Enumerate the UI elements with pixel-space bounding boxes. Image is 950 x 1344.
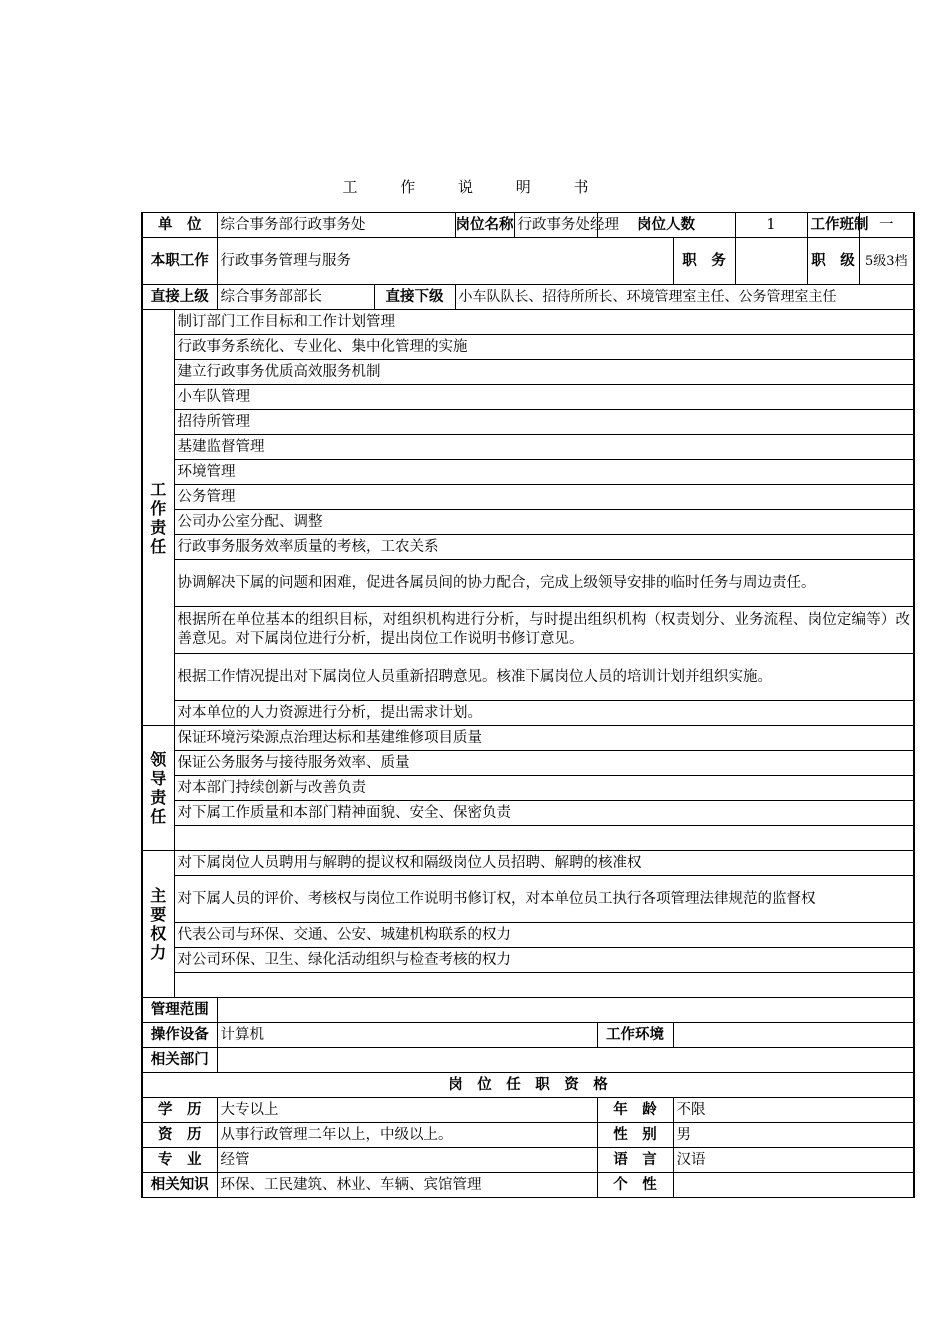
equipment-value: 计算机 [217,1023,597,1048]
work-duty-item: 根据所在单位基本的组织目标，对组织机构进行分析，与时提出组织机构（权责划分、业务流程、岗位定编等）改善意见。对下属岗位进行分析，提出岗位工作说明书修订意见。 [174,607,914,654]
related-dept-label: 相关部门 [142,1048,217,1073]
post-name-label: 岗位名称 [456,213,515,237]
main-powers-label [142,851,174,998]
leadership-duty-item: 对下属工作质量和本部门精神面貌、安全、保密负责 [174,801,914,826]
work-duty-item: 基建监督管理 [174,435,914,460]
work-duty-item: 建立行政事务优质高效服务机制 [174,360,914,385]
major-label: 专 业 [142,1148,217,1173]
age-value: 不限 [673,1098,914,1123]
superior-label: 直接上级 [142,285,217,310]
age-label: 年 龄 [597,1098,673,1123]
unit-value: 综合事务部行政事务处 [217,213,455,238]
experience-value: 从事行政管理二年以上，中级以上。 [217,1123,597,1148]
leadership-duties-label-char: 领 [150,750,167,769]
leadership-duties-label-char: 导 [150,769,167,788]
language-value: 汉语 [673,1148,914,1173]
personality-label: 个 性 [597,1173,673,1198]
work-duty-item: 公务管理 [174,485,914,510]
leadership-duty-item [174,826,914,851]
main-power-item: 对下属岗位人员聘用与解聘的提议权和隔级岗位人员招聘、解聘的核准权 [174,851,914,876]
main-powers-label-char: 力 [150,943,167,962]
main-powers-label-char: 主 [150,886,167,905]
headcount-label: 岗位人数 [597,213,735,238]
work-duty-item: 对本单位的人力资源进行分析，提出需求计划。 [174,701,914,726]
work-duties-section [142,310,914,726]
subordinate-value: 小车队队长、招待所所长、环境管理室主任、公务管理室主任 [455,285,914,310]
work-duty-item: 行政事务系统化、专业化、集中化管理的实施 [174,335,914,360]
environment-label: 工作环境 [597,1023,673,1048]
language-label: 语 言 [597,1148,673,1173]
work-duties-label-char: 工 [150,479,167,499]
work-duty-item: 行政事务服务效率质量的考核，工农关系 [174,535,914,560]
duty-value [735,238,807,285]
equipment-label: 操作设备 [142,1023,217,1048]
superior-value: 综合事务部部长 [217,285,374,310]
work-duties-label [142,310,174,726]
related-dept-value [217,1048,914,1073]
qualifications-heading: 岗 位 任 职 资 格 [142,1073,914,1098]
main-power-item: 对下属人员的评价、考核权与岗位工作说明书修订权，对本单位员工执行各项管理法律规范的监督权 [174,876,914,923]
knowledge-label: 相关知识 [142,1173,217,1198]
work-duties-label-char: 责 [150,517,167,537]
scope-value [217,998,914,1023]
main-power-item [174,973,914,998]
duty-label: 职 务 [673,238,735,285]
job-description-table [141,212,915,1198]
work-duty-item: 根据工作情况提出对下属岗位人员重新招聘意见。核准下属岗位人员的培训计划并组织实施。 [174,654,914,701]
knowledge-value: 环保、工民建筑、林业、车辆、宾馆管理 [217,1173,597,1198]
gender-label: 性 别 [597,1123,673,1148]
main-work-value: 行政事务管理与服务 [217,238,673,285]
leadership-duty-item: 对本部门持续创新与改善负责 [174,776,914,801]
work-duty-item: 小车队管理 [174,385,914,410]
environment-value [673,1023,914,1048]
gender-value: 男 [673,1123,914,1148]
main-power-item: 代表公司与环保、交通、公安、城建机构联系的权力 [174,923,914,948]
unit-label: 单 位 [142,213,217,238]
shift-label: 工作班制 [807,213,859,238]
main-powers-label-char: 权 [150,924,167,943]
shift-value: 一 [859,213,914,238]
grade-label: 职 级 [807,238,859,285]
work-duty-item: 招待所管理 [174,410,914,435]
experience-label: 资 历 [142,1123,217,1148]
work-duty-item: 协调解决下属的问题和困难，促进各属员间的协力配合，完成上级领导安排的临时任务与周边责任。 [174,560,914,607]
main-power-item: 对公司环保、卫生、绿化活动组织与检查考核的权力 [174,948,914,973]
work-duties-label-char: 作 [150,498,167,518]
main-work-label: 本职工作 [142,238,217,285]
work-duties-label-char: 任 [150,536,167,556]
grade-value: 5级3档 [859,238,914,285]
leadership-duties-label-char: 任 [150,807,167,826]
personality-value [673,1173,914,1198]
education-label: 学 历 [142,1098,217,1123]
page-title: 工 作 说 明 书 [342,178,608,196]
leadership-duties-label-char: 责 [150,788,167,807]
leadership-duty-item: 保证公务服务与接待服务效率、质量 [174,751,914,776]
post-name-cell [455,213,619,238]
leadership-duties-label [142,726,174,851]
main-powers-section [142,851,914,998]
scope-label: 管理范围 [142,998,217,1023]
headcount-value: 1 [735,213,807,238]
major-value: 经管 [217,1148,597,1173]
main-powers-label-char: 要 [150,905,167,924]
subordinate-label: 直接下级 [374,285,455,310]
work-duty-item: 制订部门工作目标和工作计划管理 [174,310,914,335]
work-duty-item: 环境管理 [174,460,914,485]
work-duty-item: 公司办公室分配、调整 [174,510,914,535]
education-value: 大专以上 [217,1098,597,1123]
post-name-value: 行政事务处经理 [517,216,619,233]
leadership-duties-section [142,726,914,851]
leadership-duty-item: 保证环境污染源点治理达标和基建维修项目质量 [174,726,914,751]
